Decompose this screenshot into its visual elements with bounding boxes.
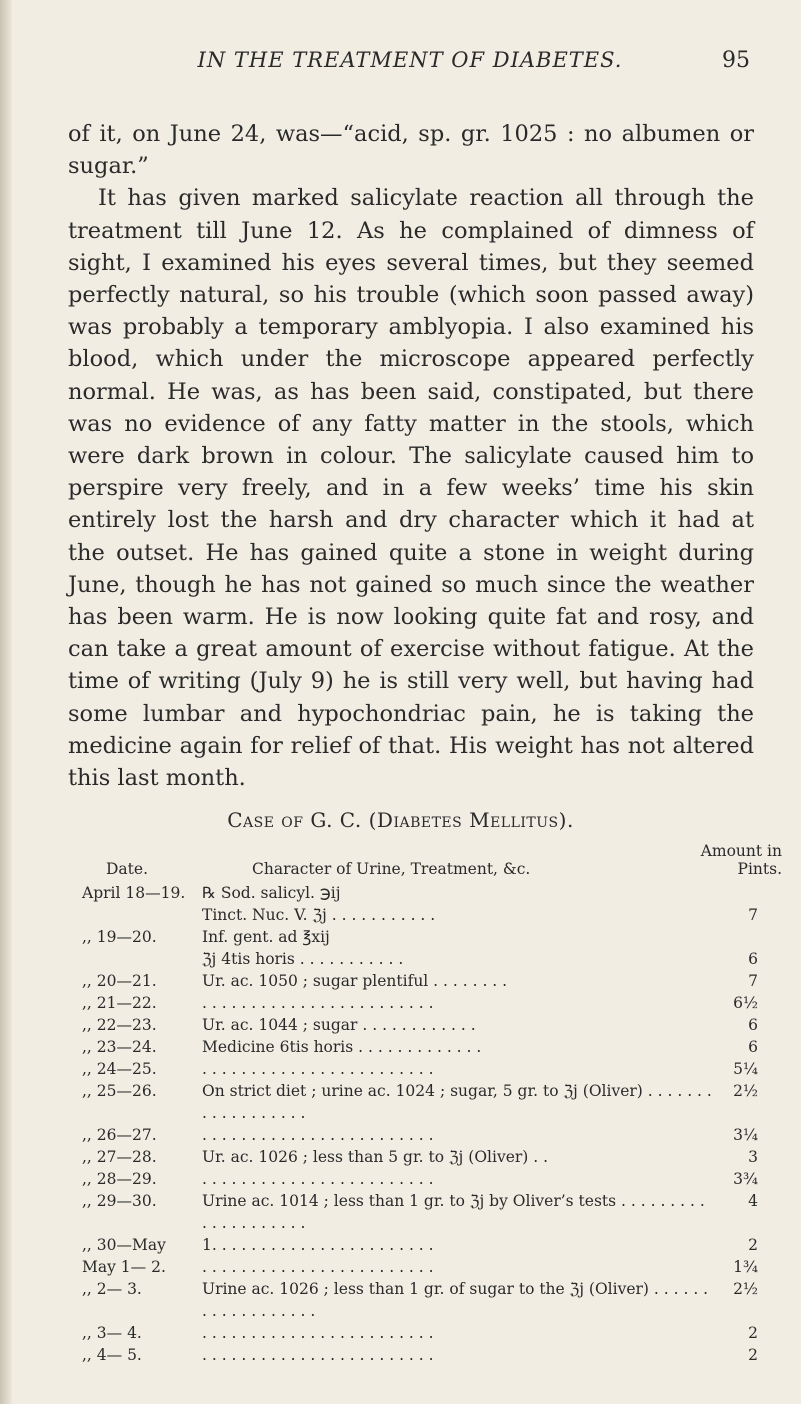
body-text	[68, 118, 754, 794]
row-description: . . . . . . . . . . . . . . . . . . . . . . . .	[202, 1324, 434, 1342]
table-row	[82, 948, 782, 970]
row-amount: 6	[748, 1016, 758, 1034]
row-description: . . . . . . . . . . . . . . . . . . . . . . . .	[202, 1170, 434, 1188]
row-amount: 7	[748, 972, 758, 990]
table-row	[82, 1058, 782, 1080]
page-binding-edge	[0, 0, 12, 1404]
table-row	[82, 1190, 782, 1234]
row-description: . . . . . . . . . . . . . . . . . . . . . . . .	[202, 1346, 434, 1364]
row-date: ,, 24—25.	[82, 1060, 157, 1078]
table-row	[82, 882, 782, 904]
table-row	[82, 904, 782, 926]
header-amount	[701, 842, 782, 878]
row-amount: 4	[748, 1192, 758, 1210]
row-amount: 2	[748, 1236, 758, 1254]
header-character: Character of Urine, Treatment, &c.	[252, 860, 531, 878]
table-row	[82, 1168, 782, 1190]
row-date: ,, 25—26.	[82, 1082, 157, 1100]
row-description: ℞ Sod. salicyl. ℈ij	[202, 884, 341, 902]
table-row	[82, 970, 782, 992]
row-description: Ur. ac. 1050 ; sugar plentiful . . . . . . . .	[202, 972, 508, 990]
table-header	[82, 842, 782, 882]
table-row	[82, 992, 782, 1014]
case-table	[82, 842, 782, 1366]
table-row	[82, 1322, 782, 1344]
row-description: Ur. ac. 1026 ; less than 5 gr. to ℨj (Oliver) . .	[202, 1148, 549, 1166]
row-amount: 2½	[733, 1082, 758, 1100]
table-row	[82, 1256, 782, 1278]
row-description: ℨj 4tis horis . . . . . . . . . . .	[202, 950, 404, 968]
row-description: Medicine 6tis horis . . . . . . . . . . . . .	[202, 1038, 482, 1056]
row-amount: 6½	[733, 994, 758, 1012]
row-date: ,, 29—30.	[82, 1192, 157, 1210]
row-amount: 1¾	[733, 1258, 758, 1276]
header-date: Date.	[106, 860, 148, 878]
row-description: On strict diet ; urine ac. 1024 ; sugar, 5 gr. to ℨj (Oliver) . . . . . . . . . . . . . . . . . .	[202, 1082, 712, 1122]
row-date: ,, 30—May	[82, 1236, 166, 1254]
row-description: Inf. gent. ad ℥xij	[202, 928, 330, 946]
row-description: . . . . . . . . . . . . . . . . . . . . . . . .	[202, 1258, 434, 1276]
row-description: 1. . . . . . . . . . . . . . . . . . . . . . .	[202, 1236, 434, 1254]
running-head	[70, 48, 750, 88]
row-date: April 18—19.	[82, 884, 186, 902]
paragraph: of it, on June 24, was—“acid, sp. gr. 1025 : no albumen or sugar.”	[68, 121, 754, 180]
row-date: ,, 26—27.	[82, 1126, 157, 1144]
table-body	[82, 882, 782, 1366]
row-date: ,, 2— 3.	[82, 1280, 142, 1298]
row-description: . . . . . . . . . . . . . . . . . . . . . . . .	[202, 994, 434, 1012]
row-amount: 3	[748, 1148, 758, 1166]
row-amount: 6	[748, 950, 758, 968]
table-row	[82, 1278, 782, 1322]
row-date: ,, 27—28.	[82, 1148, 157, 1166]
row-description: Urine ac. 1014 ; less than 1 gr. to ℨj by Oliver’s tests . . . . . . . . . . . . . . . . . . . .	[202, 1192, 705, 1232]
row-amount: 7	[748, 906, 758, 924]
row-description: Urine ac. 1026 ; less than 1 gr. of sugar to the ℨj (Oliver) . . . . . . . . . . . . . . . . . .	[202, 1280, 709, 1320]
row-description: Tinct. Nuc. V. ℨj . . . . . . . . . . .	[202, 906, 436, 924]
row-amount: 3¾	[733, 1170, 758, 1188]
row-amount: 3¼	[733, 1126, 758, 1144]
row-amount: 2½	[733, 1280, 758, 1298]
table-caption: Case of G. C. (Diabetes Mellitus).	[227, 808, 574, 832]
row-date: ,, 22—23.	[82, 1016, 157, 1034]
row-date: ,, 3— 4.	[82, 1324, 142, 1342]
row-date: ,, 19—20.	[82, 928, 157, 946]
row-date: ,, 20—21.	[82, 972, 157, 990]
row-date: ,, 28—29.	[82, 1170, 157, 1188]
table-row	[82, 1014, 782, 1036]
table-row	[82, 926, 782, 948]
row-description: . . . . . . . . . . . . . . . . . . . . . . . .	[202, 1060, 434, 1078]
row-description: . . . . . . . . . . . . . . . . . . . . . . . .	[202, 1126, 434, 1144]
header-amount-line1: Amount in	[700, 842, 782, 860]
row-description: Ur. ac. 1044 ; sugar . . . . . . . . . . . .	[202, 1016, 476, 1034]
row-date: ,, 4— 5.	[82, 1346, 142, 1364]
table-row	[82, 1146, 782, 1168]
row-amount: 6	[748, 1038, 758, 1056]
row-date: ,, 23—24.	[82, 1038, 157, 1056]
row-date: May 1— 2.	[82, 1258, 166, 1276]
paragraph: It has given marked salicylate reaction all through the treatment till June 12. As he complained of dimness of sight, I examined his eyes several times, but they seemed perfectly natural, so his trouble (which soon passed away) was probably a temporary amblyopia. I also examined his blood, which under the microscope appeared perfectly normal. He was, as has been said, constipated, but there was no evidence of any fatty matter in the stools, which were dark brown in colour. The salicylate caused him to perspire very freely, and in a few weeks’ time his skin entirely lost the harsh and dry character which it had at the outset. He has gained quite a stone in weight during June, though he has not gained so much since the weather has been warm. He is now looking quite fat and rosy, and can take a great amount of exercise without fatigue. At the time of writing (July 9) he is still very well, but having had some lumbar and hypochondriac pain, he is taking the medicine again for relief of that. His weight has not altered this last month.	[68, 185, 754, 792]
row-date: ,, 21—22.	[82, 994, 157, 1012]
table-row	[82, 1036, 782, 1058]
page-number: 95	[722, 48, 750, 73]
header-amount-line2: Pints.	[737, 860, 782, 878]
table-row	[82, 1124, 782, 1146]
row-amount: 2	[748, 1324, 758, 1342]
table-row	[82, 1344, 782, 1366]
row-amount: 5¼	[733, 1060, 758, 1078]
running-head-title: IN THE TREATMENT OF DIABETES.	[197, 48, 623, 72]
row-amount: 2	[748, 1346, 758, 1364]
table-row	[82, 1234, 782, 1256]
table-row	[82, 1080, 782, 1124]
